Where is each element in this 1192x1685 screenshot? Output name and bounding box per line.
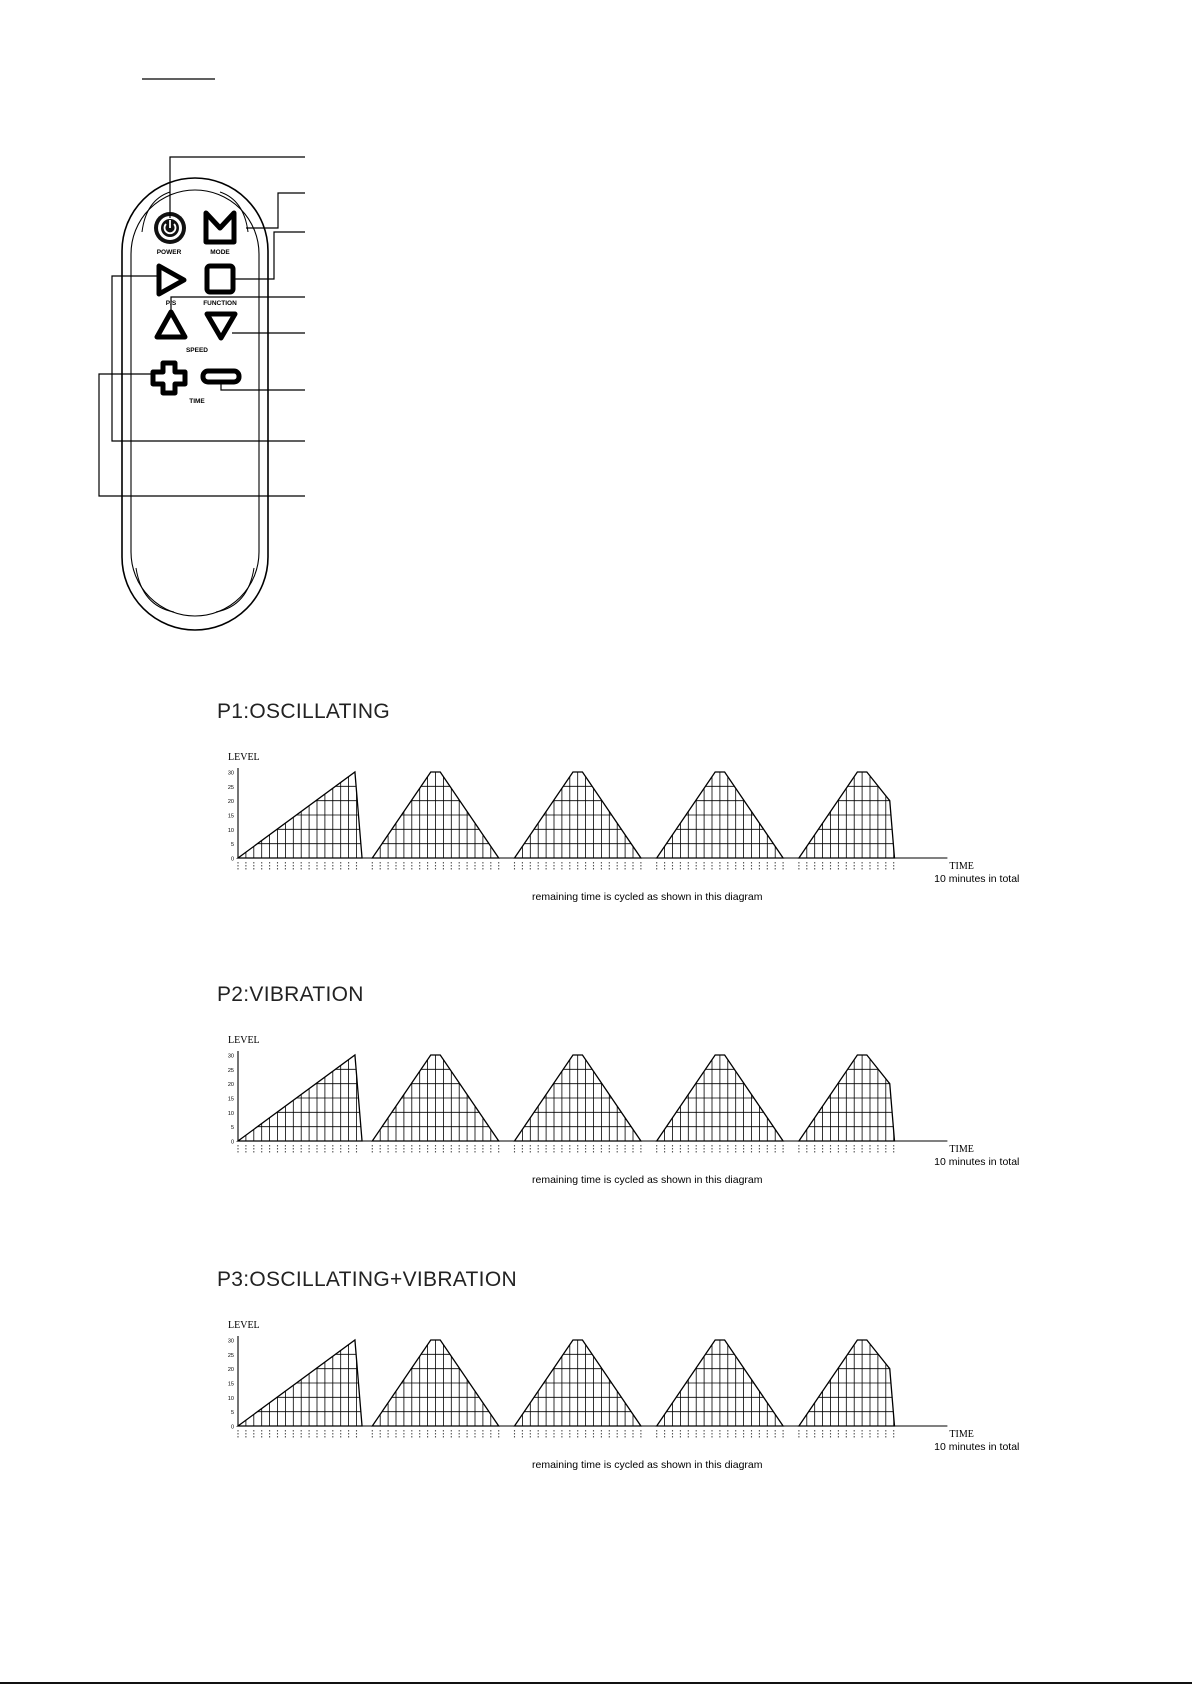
cycle-segment-4 <box>657 770 791 871</box>
cycle-segment-5 <box>799 770 902 871</box>
program-chart-p3 <box>210 1316 1110 1476</box>
cycle-segment-4 <box>657 1338 791 1439</box>
y-tick-label: 25 <box>227 1067 234 1074</box>
function-button[interactable] <box>207 266 233 292</box>
y-tick-label: 30 <box>227 1338 234 1345</box>
y-tick-label: 0 <box>230 856 234 863</box>
ps-button[interactable] <box>159 266 184 294</box>
play-triangle-icon <box>159 266 184 294</box>
cycle-segment-3 <box>515 770 649 871</box>
program-title-p2: P2:VIBRATION <box>217 983 364 1006</box>
triangle-down-icon <box>207 314 235 338</box>
y-tick-label: 20 <box>227 799 234 806</box>
speed-label: SPEED <box>185 347 209 354</box>
y-tick-label: 0 <box>230 1139 234 1146</box>
grid-fill <box>657 1338 791 1426</box>
total-time-note: 10 minutes in total <box>934 873 1020 885</box>
y-tick-label: 30 <box>227 1053 234 1060</box>
y-tick-label: 10 <box>227 827 234 834</box>
y-tick-label: 5 <box>230 842 234 849</box>
y-tick-label: 10 <box>227 1395 234 1402</box>
grid-fill <box>657 770 791 858</box>
y-axis-label: LEVEL <box>228 1035 260 1046</box>
cycle-segment-5 <box>799 1338 902 1439</box>
time-label: TIME <box>189 398 205 405</box>
y-tick-label: 10 <box>227 1110 234 1117</box>
callout-function <box>233 232 305 279</box>
total-time-note: 10 minutes in total <box>934 1441 1020 1453</box>
cycle-note: remaining time is cycled as shown in this diagram <box>532 1174 763 1186</box>
x-axis-label: TIME <box>949 861 974 872</box>
callout-power <box>170 157 305 218</box>
time-minus-button[interactable] <box>203 371 239 382</box>
square-icon <box>207 266 233 292</box>
x-axis-label: TIME <box>949 1429 974 1440</box>
cycle-note: remaining time is cycled as shown in this diagram <box>532 1459 763 1471</box>
cycle-segment-2 <box>372 1053 506 1154</box>
cycle-segment-2 <box>372 770 506 871</box>
y-tick-label: 20 <box>227 1367 234 1374</box>
callout-ps-speedup <box>171 297 305 311</box>
y-tick-label: 5 <box>230 1125 234 1132</box>
function-label: FUNCTION <box>203 300 237 307</box>
ps-label: P/S <box>165 300 177 307</box>
program-chart-p2 <box>210 1031 1110 1191</box>
cycle-segment-2 <box>372 1338 506 1439</box>
callout-time-plus <box>99 374 305 496</box>
cycle-segment-1 <box>238 770 364 871</box>
y-tick-label: 30 <box>227 770 234 777</box>
grid-fill <box>372 1053 506 1141</box>
program-title-p1: P1:OSCILLATING <box>217 700 391 723</box>
mode-button[interactable] <box>206 213 234 242</box>
x-axis-label: TIME <box>949 1144 974 1155</box>
y-tick-label: 5 <box>230 1410 234 1417</box>
y-tick-label: 0 <box>230 1424 234 1431</box>
callout-mode <box>246 193 305 228</box>
grid-fill <box>372 1338 506 1426</box>
grid-fill <box>515 1338 649 1426</box>
remote-control-diagram <box>0 0 1192 640</box>
speed-up-button[interactable] <box>157 312 185 337</box>
total-time-note: 10 minutes in total <box>934 1156 1020 1168</box>
grid-fill <box>515 770 649 858</box>
triangle-up-icon <box>157 312 185 337</box>
y-tick-label: 15 <box>227 813 234 820</box>
cycle-segment-3 <box>515 1338 649 1439</box>
cycle-segment-1 <box>238 1053 364 1154</box>
grid-fill <box>515 1053 649 1141</box>
y-axis-label: LEVEL <box>228 752 260 763</box>
y-tick-label: 25 <box>227 1352 234 1359</box>
cycle-segment-5 <box>799 1053 902 1154</box>
callout-lines <box>99 157 305 496</box>
cycle-segment-1 <box>238 1338 364 1439</box>
speed-down-button[interactable] <box>207 314 235 338</box>
program-chart-p1 <box>210 748 1110 908</box>
cycle-segment-3 <box>515 1053 649 1154</box>
program-title-p3: P3:OSCILLATING+VIBRATION <box>217 1268 517 1291</box>
y-tick-label: 25 <box>227 784 234 791</box>
grid-fill <box>657 1053 791 1141</box>
y-tick-label: 20 <box>227 1082 234 1089</box>
bottom-rule <box>0 1682 1192 1684</box>
cycle-segment-4 <box>657 1053 791 1154</box>
y-axis-label: LEVEL <box>228 1320 260 1331</box>
time-plus-button[interactable] <box>153 363 185 393</box>
cycle-note: remaining time is cycled as shown in this diagram <box>532 891 763 903</box>
y-tick-label: 15 <box>227 1096 234 1103</box>
grid-fill <box>372 770 506 858</box>
plus-icon <box>153 363 185 393</box>
power-label: POWER <box>156 249 182 256</box>
mode-label: MODE <box>210 249 230 256</box>
minus-icon <box>203 371 239 382</box>
y-tick-label: 15 <box>227 1381 234 1388</box>
mode-m-icon <box>206 213 234 242</box>
